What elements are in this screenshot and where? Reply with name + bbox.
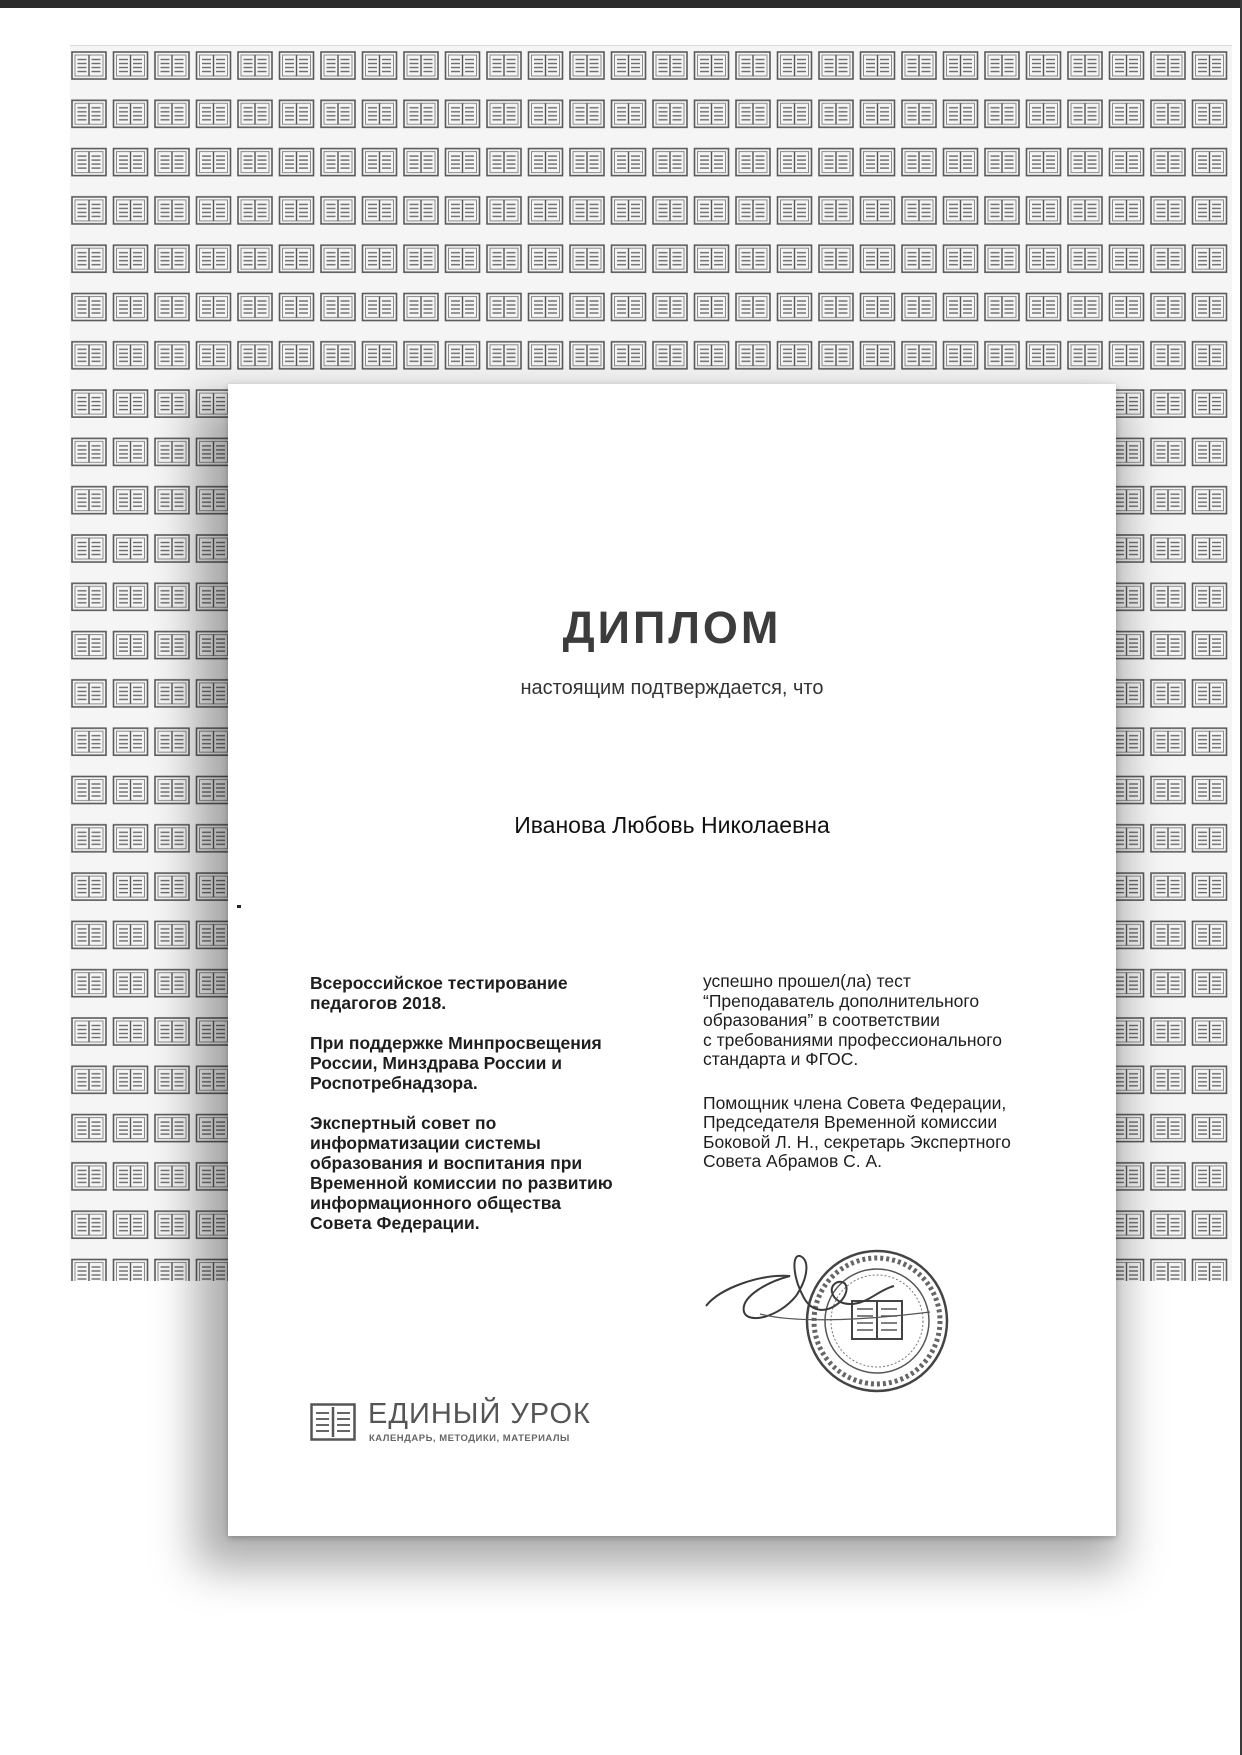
text-line: информатизации системы xyxy=(310,1133,541,1153)
council-paragraph xyxy=(310,1113,670,1233)
text-line: успешно прошел(ла) тест xyxy=(703,971,911,991)
diploma-title: ДИПЛОМ xyxy=(562,602,782,653)
text-line: стандарта и ФГОС. xyxy=(703,1049,859,1069)
right-column xyxy=(703,972,1083,1196)
logo-title: ЕДИНЫЙ УРОК xyxy=(368,1398,591,1430)
text-line: Председателя Временной комиссии xyxy=(703,1112,998,1132)
text-line: Совета Федерации. xyxy=(310,1213,480,1233)
signature-mark xyxy=(700,1226,960,1346)
text-line: Временной комиссии по развитию xyxy=(310,1173,613,1193)
edinyi-urok-logo xyxy=(310,1398,630,1455)
text-line: с требованиями профессионального xyxy=(703,1029,1003,1050)
recipient-name: Иванова Любовь Николаевна xyxy=(514,812,830,838)
diploma-subtitle: настоящим подтверждается, что xyxy=(520,677,824,699)
text-line: При поддержке Минпросвещения xyxy=(310,1033,602,1053)
text-line: Роспотребнадзора. xyxy=(310,1073,478,1093)
result-paragraph xyxy=(703,972,1083,1070)
text-line: “Преподаватель дополнительного xyxy=(703,990,980,1011)
text-line: Боковой Л. Н., секретарь Экспертного xyxy=(703,1131,1011,1152)
scan-speck xyxy=(237,905,241,908)
text-line: Экспертный совет по xyxy=(310,1113,497,1133)
scan-top-edge xyxy=(0,0,1242,8)
text-line: педагогов 2018. xyxy=(310,993,447,1013)
text-line: образования” в соответствии xyxy=(703,1010,940,1030)
diploma-sheet xyxy=(228,384,1116,1536)
text-line: России, Минздрава России и xyxy=(310,1053,562,1073)
text-line: информационного общества xyxy=(310,1193,561,1213)
text-line: Всероссийское тестирование xyxy=(310,973,568,993)
testing-paragraph xyxy=(310,973,670,1013)
open-book-icon xyxy=(310,1403,356,1441)
support-paragraph xyxy=(310,1033,670,1093)
text-line: Совета Абрамов С. А. xyxy=(703,1151,883,1171)
signatory-paragraph xyxy=(703,1094,1083,1172)
logo-tagline: КАЛЕНДАРЬ, МЕТОДИКИ, МАТЕРИАЛЫ xyxy=(369,1433,570,1444)
text-line: Помощник члена Совета Федерации, xyxy=(703,1092,1007,1113)
left-column xyxy=(310,973,670,1253)
text-line: образования и воспитания при xyxy=(310,1153,583,1173)
